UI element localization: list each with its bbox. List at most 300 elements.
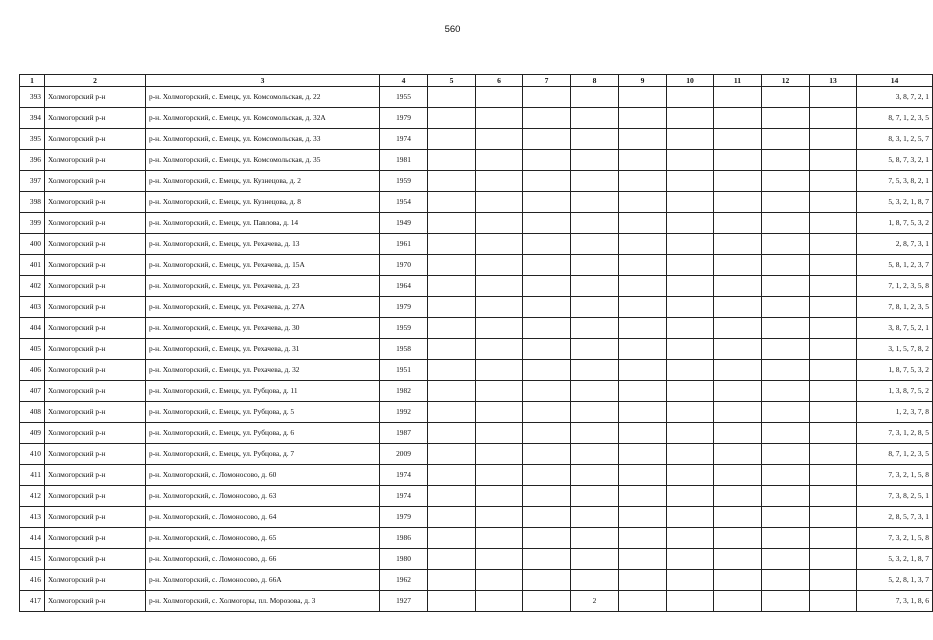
district-cell: Холмогорский р-н xyxy=(45,150,146,171)
col-7-cell xyxy=(523,423,571,444)
col-7-cell xyxy=(523,213,571,234)
col-7-cell xyxy=(523,339,571,360)
col-10-cell xyxy=(667,318,714,339)
col-10-cell xyxy=(667,591,714,612)
col-11-cell xyxy=(714,108,762,129)
district-cell: Холмогорский р-н xyxy=(45,129,146,150)
col-8-cell xyxy=(571,318,619,339)
address-cell: р-н. Холмогорский, с. Емецк, ул. Рехачева, д. 15А xyxy=(146,255,380,276)
year-cell: 1949 xyxy=(380,213,428,234)
district-cell: Холмогорский р-н xyxy=(45,339,146,360)
col-13-cell xyxy=(810,276,857,297)
codes-cell: 8, 7, 1, 2, 3, 5 xyxy=(857,108,933,129)
row-number-cell: 393 xyxy=(20,87,45,108)
year-cell: 1981 xyxy=(380,150,428,171)
address-cell: р-н. Холмогорский, с. Ломоносово, д. 60 xyxy=(146,465,380,486)
address-cell: р-н. Холмогорский, с. Емецк, ул. Комсомольская, д. 33 xyxy=(146,129,380,150)
col-5-cell xyxy=(428,381,476,402)
year-cell: 1974 xyxy=(380,486,428,507)
address-cell: р-н. Холмогорский, с. Ломоносово, д. 66А xyxy=(146,570,380,591)
col-10-cell xyxy=(667,507,714,528)
codes-cell: 7, 5, 3, 8, 2, 1 xyxy=(857,171,933,192)
table-row xyxy=(20,255,933,276)
row-number-cell: 405 xyxy=(20,339,45,360)
col-5-cell xyxy=(428,171,476,192)
header-col-13: 13 xyxy=(810,75,857,87)
col-13-cell xyxy=(810,171,857,192)
col-11-cell xyxy=(714,213,762,234)
col-10-cell xyxy=(667,192,714,213)
col-12-cell xyxy=(762,423,810,444)
page-number: 560 xyxy=(444,24,461,35)
col-6-cell xyxy=(476,486,523,507)
col-9-cell xyxy=(619,465,667,486)
col-5-cell xyxy=(428,150,476,171)
col-8-cell xyxy=(571,570,619,591)
year-cell: 1959 xyxy=(380,318,428,339)
col-11-cell xyxy=(714,360,762,381)
col-12-cell xyxy=(762,192,810,213)
col-10-cell xyxy=(667,213,714,234)
row-number-cell: 413 xyxy=(20,507,45,528)
col-11-cell xyxy=(714,423,762,444)
col-5-cell xyxy=(428,192,476,213)
col-8-cell xyxy=(571,381,619,402)
col-7-cell xyxy=(523,360,571,381)
col-6-cell xyxy=(476,360,523,381)
district-cell: Холмогорский р-н xyxy=(45,486,146,507)
col-10-cell xyxy=(667,255,714,276)
col-9-cell xyxy=(619,360,667,381)
col-12-cell xyxy=(762,444,810,465)
district-cell: Холмогорский р-н xyxy=(45,507,146,528)
col-5-cell xyxy=(428,297,476,318)
col-13-cell xyxy=(810,591,857,612)
codes-cell: 1, 8, 7, 5, 3, 2 xyxy=(857,213,933,234)
year-cell: 1992 xyxy=(380,402,428,423)
col-8-cell xyxy=(571,486,619,507)
col-9-cell xyxy=(619,129,667,150)
address-cell: р-н. Холмогорский, с. Емецк, ул. Комсомольская, д. 32А xyxy=(146,108,380,129)
col-10-cell xyxy=(667,276,714,297)
district-cell: Холмогорский р-н xyxy=(45,192,146,213)
col-9-cell xyxy=(619,255,667,276)
table-row xyxy=(20,465,933,486)
header-col-9: 9 xyxy=(619,75,667,87)
district-cell: Холмогорский р-н xyxy=(45,381,146,402)
address-cell: р-н. Холмогорский, с. Емецк, ул. Кузнецова, д. 8 xyxy=(146,192,380,213)
col-8-cell xyxy=(571,255,619,276)
col-6-cell xyxy=(476,171,523,192)
col-10-cell xyxy=(667,423,714,444)
col-6-cell xyxy=(476,129,523,150)
row-number-cell: 399 xyxy=(20,213,45,234)
table-row xyxy=(20,192,933,213)
col-8-cell xyxy=(571,150,619,171)
row-number-cell: 394 xyxy=(20,108,45,129)
col-7-cell xyxy=(523,570,571,591)
col-12-cell xyxy=(762,171,810,192)
col-13-cell xyxy=(810,507,857,528)
col-6-cell xyxy=(476,87,523,108)
header-col-2: 2 xyxy=(45,75,146,87)
codes-cell: 5, 8, 7, 3, 2, 1 xyxy=(857,150,933,171)
codes-cell: 7, 3, 2, 1, 5, 8 xyxy=(857,465,933,486)
col-6-cell xyxy=(476,150,523,171)
col-12-cell xyxy=(762,465,810,486)
col-7-cell xyxy=(523,108,571,129)
district-cell: Холмогорский р-н xyxy=(45,87,146,108)
year-cell: 1955 xyxy=(380,87,428,108)
col-9-cell xyxy=(619,423,667,444)
col-11-cell xyxy=(714,318,762,339)
district-cell: Холмогорский р-н xyxy=(45,444,146,465)
row-number-cell: 402 xyxy=(20,276,45,297)
col-13-cell xyxy=(810,87,857,108)
col-11-cell xyxy=(714,255,762,276)
col-11-cell xyxy=(714,192,762,213)
col-6-cell xyxy=(476,507,523,528)
col-6-cell xyxy=(476,381,523,402)
col-8-cell xyxy=(571,297,619,318)
year-cell: 1979 xyxy=(380,507,428,528)
codes-cell: 8, 3, 1, 2, 5, 7 xyxy=(857,129,933,150)
table-row xyxy=(20,381,933,402)
table-row xyxy=(20,402,933,423)
row-number-cell: 407 xyxy=(20,381,45,402)
table-row xyxy=(20,213,933,234)
year-cell: 1987 xyxy=(380,423,428,444)
col-10-cell xyxy=(667,150,714,171)
col-10-cell xyxy=(667,108,714,129)
col-6-cell xyxy=(476,465,523,486)
col-9-cell xyxy=(619,486,667,507)
year-cell: 1986 xyxy=(380,528,428,549)
address-cell: р-н. Холмогорский, с. Емецк, ул. Рехачева, д. 27А xyxy=(146,297,380,318)
col-12-cell xyxy=(762,87,810,108)
address-cell: р-н. Холмогорский, с. Емецк, ул. Рехачева, д. 23 xyxy=(146,276,380,297)
col-7-cell xyxy=(523,87,571,108)
row-number-cell: 408 xyxy=(20,402,45,423)
col-5-cell xyxy=(428,318,476,339)
address-cell: р-н. Холмогорский, с. Емецк, ул. Комсомольская, д. 22 xyxy=(146,87,380,108)
col-6-cell xyxy=(476,297,523,318)
row-number-cell: 417 xyxy=(20,591,45,612)
col-6-cell xyxy=(476,108,523,129)
table-row xyxy=(20,507,933,528)
row-number-cell: 404 xyxy=(20,318,45,339)
col-11-cell xyxy=(714,234,762,255)
col-11-cell xyxy=(714,339,762,360)
codes-cell: 3, 8, 7, 5, 2, 1 xyxy=(857,318,933,339)
address-cell: р-н. Холмогорский, с. Холмогоры, пл. Морозова, д. 3 xyxy=(146,591,380,612)
district-cell: Холмогорский р-н xyxy=(45,360,146,381)
codes-cell: 7, 3, 1, 2, 8, 5 xyxy=(857,423,933,444)
table-row xyxy=(20,423,933,444)
col-13-cell xyxy=(810,129,857,150)
col-9-cell xyxy=(619,507,667,528)
address-cell: р-н. Холмогорский, с. Емецк, ул. Рубцова, д. 5 xyxy=(146,402,380,423)
table-header xyxy=(20,75,933,87)
address-cell: р-н. Холмогорский, с. Емецк, ул. Рубцова, д. 11 xyxy=(146,381,380,402)
col-12-cell xyxy=(762,591,810,612)
col-12-cell xyxy=(762,150,810,171)
codes-cell: 5, 2, 8, 1, 3, 7 xyxy=(857,570,933,591)
header-col-10: 10 xyxy=(667,75,714,87)
col-11-cell xyxy=(714,171,762,192)
address-cell: р-н. Холмогорский, с. Ломоносово, д. 64 xyxy=(146,507,380,528)
year-cell: 1951 xyxy=(380,360,428,381)
table-row xyxy=(20,339,933,360)
col-8-cell xyxy=(571,444,619,465)
col-6-cell xyxy=(476,234,523,255)
col-7-cell xyxy=(523,276,571,297)
col-6-cell xyxy=(476,402,523,423)
col-9-cell xyxy=(619,381,667,402)
table-row xyxy=(20,87,933,108)
table-row xyxy=(20,591,933,612)
col-10-cell xyxy=(667,339,714,360)
col-6-cell xyxy=(476,570,523,591)
col-11-cell xyxy=(714,570,762,591)
district-cell: Холмогорский р-н xyxy=(45,108,146,129)
col-8-cell xyxy=(571,423,619,444)
col-13-cell xyxy=(810,234,857,255)
year-cell: 1964 xyxy=(380,276,428,297)
col-8-cell xyxy=(571,129,619,150)
col-10-cell xyxy=(667,297,714,318)
col-12-cell xyxy=(762,318,810,339)
district-cell: Холмогорский р-н xyxy=(45,528,146,549)
col-11-cell xyxy=(714,507,762,528)
col-6-cell xyxy=(476,276,523,297)
col-9-cell xyxy=(619,549,667,570)
col-13-cell xyxy=(810,297,857,318)
table-body xyxy=(20,87,933,612)
col-5-cell xyxy=(428,570,476,591)
col-11-cell xyxy=(714,465,762,486)
col-10-cell xyxy=(667,402,714,423)
table-row xyxy=(20,297,933,318)
header-row xyxy=(20,75,933,87)
col-11-cell xyxy=(714,297,762,318)
col-9-cell xyxy=(619,570,667,591)
header-col-1: 1 xyxy=(20,75,45,87)
col-11-cell xyxy=(714,150,762,171)
col-13-cell xyxy=(810,444,857,465)
table-row xyxy=(20,570,933,591)
col-9-cell xyxy=(619,444,667,465)
col-9-cell xyxy=(619,150,667,171)
col-8-cell xyxy=(571,465,619,486)
col-8-cell xyxy=(571,507,619,528)
col-11-cell xyxy=(714,381,762,402)
col-8-cell: 2 xyxy=(571,591,619,612)
address-cell: р-н. Холмогорский, с. Емецк, ул. Рехачева, д. 13 xyxy=(146,234,380,255)
col-9-cell xyxy=(619,213,667,234)
col-12-cell xyxy=(762,570,810,591)
codes-cell: 5, 3, 2, 1, 8, 7 xyxy=(857,192,933,213)
col-5-cell xyxy=(428,402,476,423)
col-6-cell xyxy=(476,591,523,612)
table-row xyxy=(20,360,933,381)
col-5-cell xyxy=(428,591,476,612)
col-13-cell xyxy=(810,150,857,171)
codes-cell: 5, 3, 2, 1, 8, 7 xyxy=(857,549,933,570)
col-7-cell xyxy=(523,486,571,507)
row-number-cell: 409 xyxy=(20,423,45,444)
table-row xyxy=(20,150,933,171)
col-9-cell xyxy=(619,339,667,360)
col-12-cell xyxy=(762,213,810,234)
col-12-cell xyxy=(762,108,810,129)
col-9-cell xyxy=(619,87,667,108)
codes-cell: 3, 8, 7, 2, 1 xyxy=(857,87,933,108)
row-number-cell: 412 xyxy=(20,486,45,507)
col-10-cell xyxy=(667,360,714,381)
codes-cell: 1, 8, 7, 5, 3, 2 xyxy=(857,360,933,381)
col-7-cell xyxy=(523,171,571,192)
col-8-cell xyxy=(571,528,619,549)
col-11-cell xyxy=(714,276,762,297)
col-10-cell xyxy=(667,87,714,108)
col-10-cell xyxy=(667,171,714,192)
col-11-cell xyxy=(714,402,762,423)
col-13-cell xyxy=(810,549,857,570)
col-6-cell xyxy=(476,318,523,339)
col-8-cell xyxy=(571,171,619,192)
district-cell: Холмогорский р-н xyxy=(45,213,146,234)
codes-cell: 2, 8, 7, 3, 1 xyxy=(857,234,933,255)
col-5-cell xyxy=(428,444,476,465)
col-7-cell xyxy=(523,591,571,612)
col-6-cell xyxy=(476,255,523,276)
year-cell: 1982 xyxy=(380,381,428,402)
district-cell: Холмогорский р-н xyxy=(45,423,146,444)
col-9-cell xyxy=(619,108,667,129)
district-cell: Холмогорский р-н xyxy=(45,276,146,297)
col-7-cell xyxy=(523,381,571,402)
col-12-cell xyxy=(762,486,810,507)
col-10-cell xyxy=(667,486,714,507)
col-12-cell xyxy=(762,528,810,549)
row-number-cell: 406 xyxy=(20,360,45,381)
col-10-cell xyxy=(667,444,714,465)
col-7-cell xyxy=(523,444,571,465)
col-5-cell xyxy=(428,276,476,297)
district-cell: Холмогорский р-н xyxy=(45,234,146,255)
col-9-cell xyxy=(619,234,667,255)
header-col-7: 7 xyxy=(523,75,571,87)
col-12-cell xyxy=(762,360,810,381)
codes-cell: 2, 8, 5, 7, 3, 1 xyxy=(857,507,933,528)
col-5-cell xyxy=(428,360,476,381)
district-cell: Холмогорский р-н xyxy=(45,171,146,192)
row-number-cell: 411 xyxy=(20,465,45,486)
col-12-cell xyxy=(762,549,810,570)
col-5-cell xyxy=(428,549,476,570)
col-10-cell xyxy=(667,129,714,150)
col-5-cell xyxy=(428,507,476,528)
col-8-cell xyxy=(571,402,619,423)
col-11-cell xyxy=(714,129,762,150)
col-7-cell xyxy=(523,129,571,150)
district-cell: Холмогорский р-н xyxy=(45,591,146,612)
codes-cell: 5, 8, 1, 2, 3, 7 xyxy=(857,255,933,276)
table-row xyxy=(20,108,933,129)
col-6-cell xyxy=(476,423,523,444)
col-13-cell xyxy=(810,381,857,402)
address-cell: р-н. Холмогорский, с. Емецк, ул. Кузнецова, д. 2 xyxy=(146,171,380,192)
col-11-cell xyxy=(714,591,762,612)
col-7-cell xyxy=(523,255,571,276)
table-row xyxy=(20,444,933,465)
row-number-cell: 403 xyxy=(20,297,45,318)
col-5-cell xyxy=(428,465,476,486)
col-9-cell xyxy=(619,591,667,612)
row-number-cell: 415 xyxy=(20,549,45,570)
col-11-cell xyxy=(714,549,762,570)
col-13-cell xyxy=(810,423,857,444)
col-8-cell xyxy=(571,360,619,381)
table-row xyxy=(20,129,933,150)
row-number-cell: 414 xyxy=(20,528,45,549)
table-row xyxy=(20,276,933,297)
col-5-cell xyxy=(428,255,476,276)
address-cell: р-н. Холмогорский, с. Емецк, ул. Павлова, д. 14 xyxy=(146,213,380,234)
col-12-cell xyxy=(762,234,810,255)
codes-cell: 7, 8, 1, 2, 3, 5 xyxy=(857,297,933,318)
col-7-cell xyxy=(523,297,571,318)
codes-cell: 8, 7, 1, 2, 3, 5 xyxy=(857,444,933,465)
col-5-cell xyxy=(428,129,476,150)
col-10-cell xyxy=(667,570,714,591)
col-6-cell xyxy=(476,339,523,360)
district-cell: Холмогорский р-н xyxy=(45,318,146,339)
col-7-cell xyxy=(523,192,571,213)
row-number-cell: 396 xyxy=(20,150,45,171)
col-6-cell xyxy=(476,549,523,570)
col-7-cell xyxy=(523,150,571,171)
col-9-cell xyxy=(619,318,667,339)
header-col-12: 12 xyxy=(762,75,810,87)
col-6-cell xyxy=(476,528,523,549)
header-col-11: 11 xyxy=(714,75,762,87)
col-7-cell xyxy=(523,402,571,423)
address-cell: р-н. Холмогорский, с. Ломоносово, д. 63 xyxy=(146,486,380,507)
col-9-cell xyxy=(619,171,667,192)
codes-cell: 3, 1, 5, 7, 8, 2 xyxy=(857,339,933,360)
col-5-cell xyxy=(428,486,476,507)
year-cell: 1974 xyxy=(380,465,428,486)
col-7-cell xyxy=(523,507,571,528)
year-cell: 1979 xyxy=(380,108,428,129)
row-number-cell: 397 xyxy=(20,171,45,192)
col-13-cell xyxy=(810,213,857,234)
col-12-cell xyxy=(762,129,810,150)
col-10-cell xyxy=(667,381,714,402)
col-8-cell xyxy=(571,108,619,129)
address-cell: р-н. Холмогорский, с. Емецк, ул. Рехачева, д. 32 xyxy=(146,360,380,381)
district-cell: Холмогорский р-н xyxy=(45,402,146,423)
district-cell: Холмогорский р-н xyxy=(45,570,146,591)
col-13-cell xyxy=(810,402,857,423)
col-9-cell xyxy=(619,297,667,318)
col-5-cell xyxy=(428,108,476,129)
col-13-cell xyxy=(810,360,857,381)
col-12-cell xyxy=(762,507,810,528)
col-10-cell xyxy=(667,549,714,570)
